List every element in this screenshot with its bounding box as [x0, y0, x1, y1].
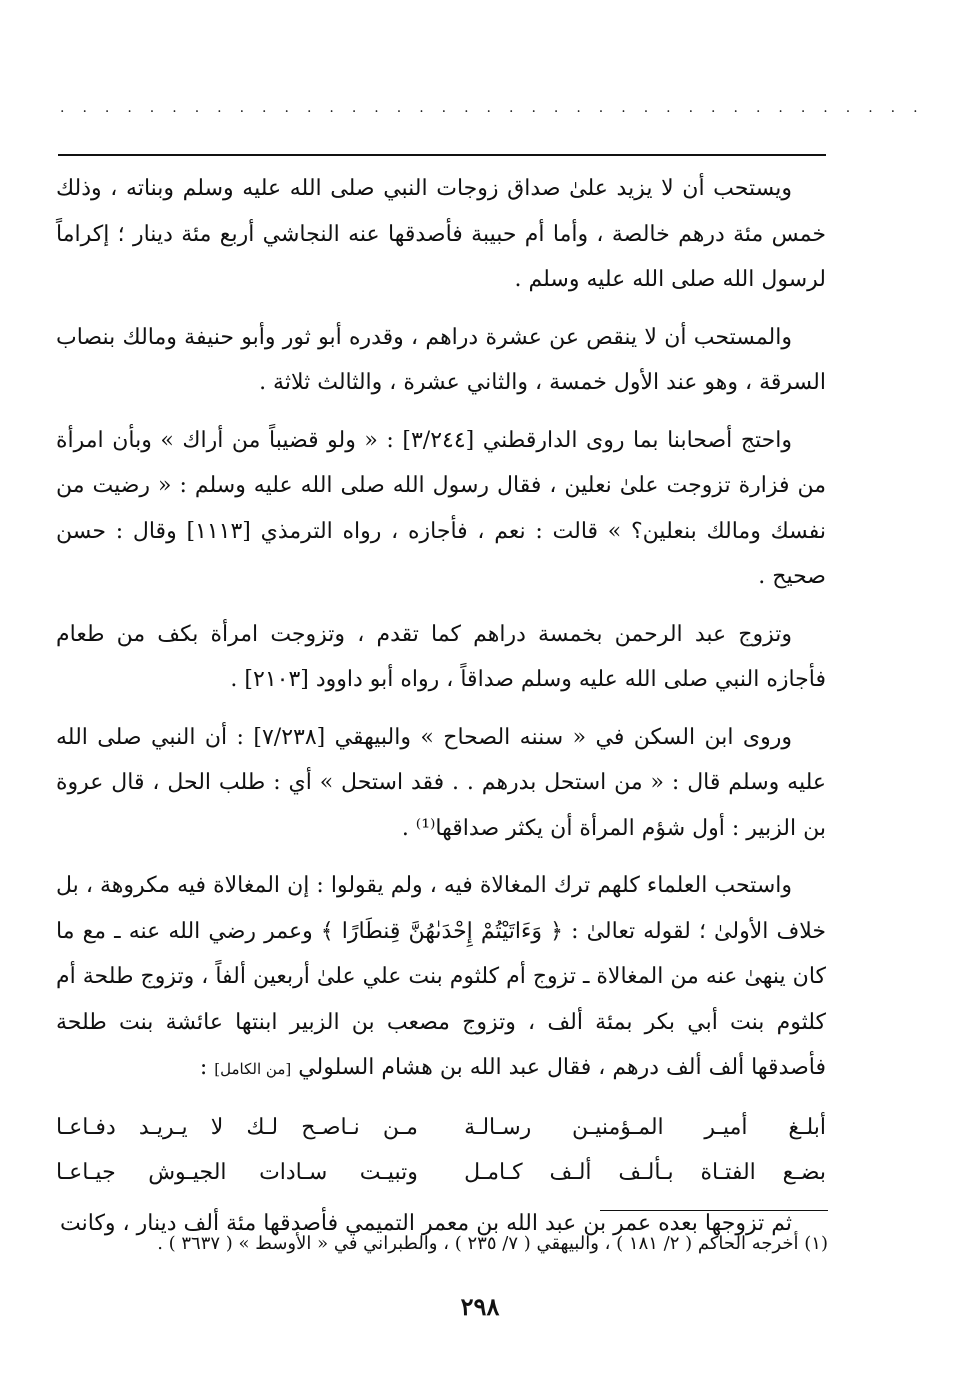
poem: [56, 1105, 826, 1195]
footnote: (١) أخرجه الحاكم ( ٢/ ١٨١ ) ، والبيهقي ( ٧/ ٢٣٥ ) ، والطبراني في « الأوسط » ( ٣٦٣٧ ) .: [157, 1233, 828, 1254]
paragraph-4: وتزوج عبد الرحمن بخمسة دراهم كما تقدم ، وتزوجت امرأة بكف من طعام فأجازه النبي صلى الله عليه وسلم صداقاً ، رواه أبو داوود [٢١٠٣] .: [56, 621, 826, 692]
verse-1-first-hemistich: أبلـغ أميـر المـؤمنيـن رسـالـة: [464, 1114, 826, 1140]
meter-tag: [من الكامل]: [214, 1060, 292, 1078]
page-number: ٢٩٨: [460, 1292, 500, 1321]
verse-1: [56, 1105, 826, 1150]
paragraph-6: [56, 863, 826, 1093]
verse-1-second-hemistich: مـن نـاصـح لـك لا يـريـد دفـاعـا: [56, 1114, 418, 1140]
paragraph-6-text: واستحب العلماء كلهم ترك المغالاة فيه ، ولم يقولوا : إن المغالاة فيه مكروهة ، بل خلاف الأولىٰ ؛ لقوله تعالىٰ : ﴿ وَءَاتَيْتُمْ إِحْدَىٰهُنَّ قِنطَارًا ﴾ وعمر رضي الله عنه ـ مع ما كان ينهىٰ عنه من المغالاة ـ تزوج أم كلثوم بنت علي علىٰ أربعين ألفاً ، وتزوج طلحة أم كلثوم بنت أبي بكر بمئة ألف ، وتزوج مصعب بن الزبير ابنتها عائشة بنت طلحة فأصدقها ألف ألف درهم ، فقال عبد الله بن هشام السلولي: [56, 873, 827, 1080]
main-text: [56, 166, 826, 1258]
header-dotted-line: .......................................: [60, 100, 936, 116]
verse-2-second-hemistich: وتبيـت سـادات الجيـوش جيـاعـا: [56, 1159, 418, 1185]
paragraph-1: ويستحب أن لا يزيد علىٰ صداق زوجات النبي صلى الله عليه وسلم وبناته ، وذلك خمس مئة درهم خالصة ، وأما أم حبيبة فأصدقها عنه النجاشي أربع مئة دينار ؛ إكراماً لرسول الله صلى الله عليه وسلم .: [56, 176, 826, 292]
footnote-rule: [600, 1210, 828, 1211]
paragraph-5: وروى ابن السكن في « سننه الصحاح » والبيهقي [٧/٢٣٨] : أن النبي صلى الله عليه وسلم قال : « من استحل بدرهم . . فقد استحل » أي : طلب الحل ، قال عروة بن الزبير : أول شؤم المرأة أن يكثر صداقها⁽¹⁾ .: [56, 724, 826, 841]
paragraph-7: ثم تزوجها بعده عمر بن عبد الله بن معمر التميمي فأصدقها مئة ألف دينار ، وكانت: [60, 1210, 792, 1236]
paragraph-6-tail: :: [199, 1055, 215, 1080]
verse-2-first-hemistich: بضـع الفتـاة بـألـف ألـف كـامـل: [464, 1159, 826, 1185]
paragraph-3: واحتج أصحابنا بما روى الدارقطني [٣/٢٤٤] : « ولو قضيباً من أراك » وبأن امرأة من فزارة تزوجت علىٰ نعلين ، فقال رسول الله صلى الله عليه وسلم : « رضيت من نفسك ومالك بنعلين؟ » قالت : نعم ، فأجازه ، رواه الترمذي [١١١٣] وقال : حسن صحيح .: [56, 427, 826, 589]
header-rule: [58, 154, 826, 156]
paragraph-2: والمستحب أن لا ينقص عن عشرة دراهم ، وقدره أبو ثور وأبو حنيفة ومالك بنصاب السرقة ، وهو عند الأول خمسة ، والثاني عشرة ، والثالث ثلاثة .: [56, 324, 826, 395]
verse-2: [56, 1150, 826, 1195]
